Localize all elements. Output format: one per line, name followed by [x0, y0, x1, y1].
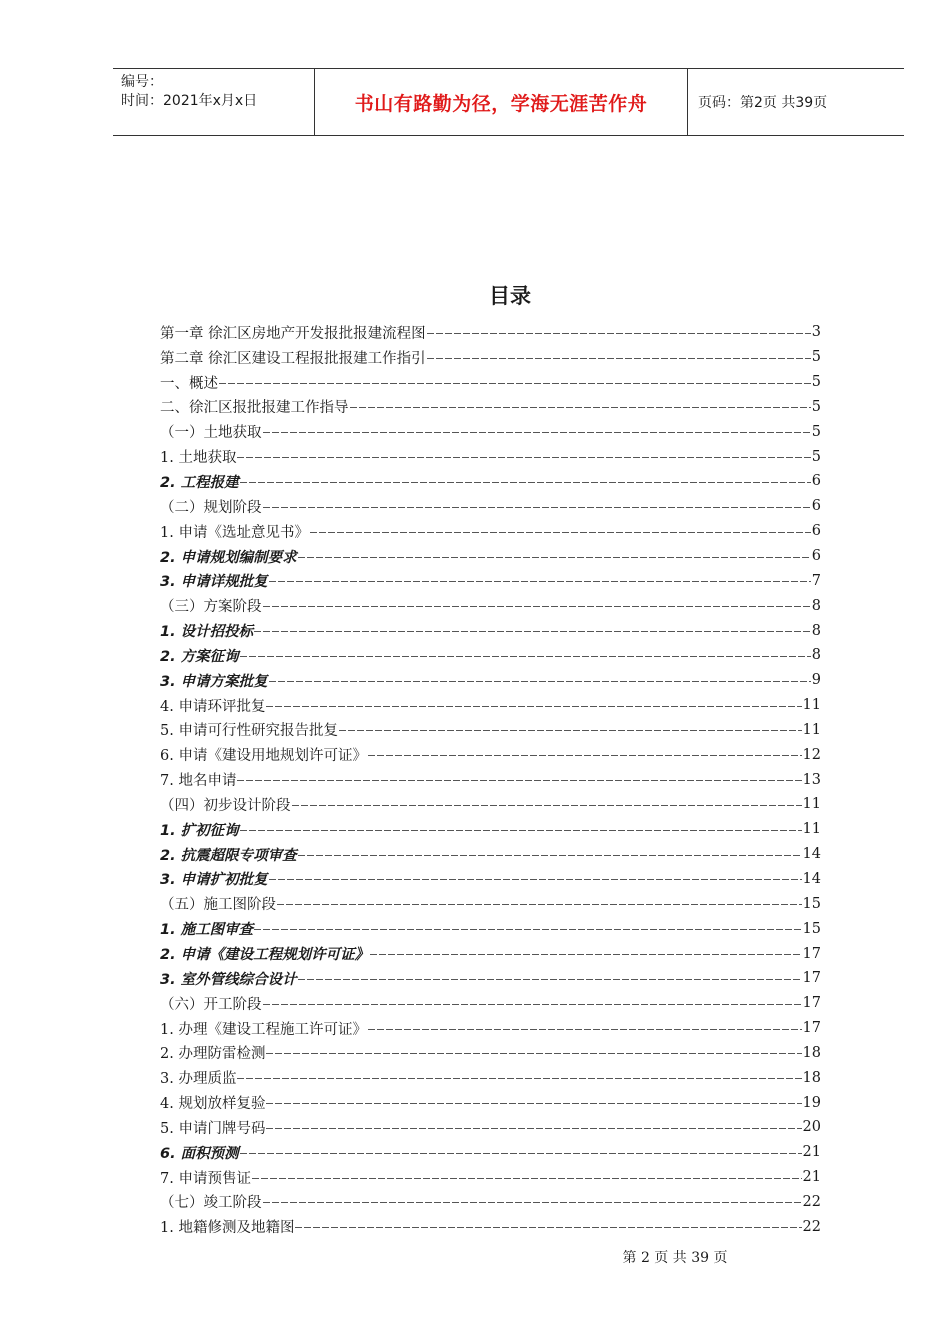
- toc-entry-page: 8: [811, 622, 821, 639]
- toc-entry-page: 21: [802, 1144, 821, 1161]
- toc-entry[interactable]: [160, 867, 821, 892]
- toc-entry-page: 3: [811, 324, 821, 341]
- toc-entry-page: 6: [811, 548, 821, 565]
- toc-entry-title: 3. 申请扩初批复: [160, 872, 268, 889]
- toc-leader-line: [266, 706, 801, 707]
- toc-entry-page: 11: [802, 796, 821, 813]
- toc-entry-page: 9: [811, 672, 821, 689]
- toc-entry[interactable]: [160, 444, 821, 469]
- toc-leader-line: [427, 358, 811, 359]
- toc-leader-line: [237, 1078, 801, 1079]
- toc-leader-line: [237, 457, 810, 458]
- toc-entry-page: 13: [802, 771, 821, 788]
- toc-entry[interactable]: [160, 718, 821, 743]
- toc-entry-title: （四）初步设计阶段: [160, 797, 291, 814]
- toc-leader-line: [368, 755, 802, 756]
- toc-entry-title: （五）施工图阶段: [160, 897, 276, 914]
- toc-entry-title: 5. 申请可行性研究报告批复: [160, 723, 338, 740]
- toc-entry-title: 3. 室外管线综合设计: [160, 971, 297, 988]
- toc-entry-page: 14: [802, 870, 821, 887]
- toc-entry[interactable]: [160, 1090, 821, 1115]
- toc-entry[interactable]: [160, 568, 821, 593]
- toc-entry-title: 一、概述: [160, 375, 218, 392]
- toc-entry[interactable]: [160, 693, 821, 718]
- toc-entry[interactable]: [160, 395, 821, 420]
- toc-entry-title: （二）规划阶段: [160, 499, 262, 516]
- toc-entry[interactable]: [160, 966, 821, 991]
- toc-entry-title: 6. 面积预测: [160, 1145, 239, 1162]
- toc-entry-page: 5: [811, 448, 821, 465]
- toc-entry-page: 17: [802, 995, 821, 1012]
- toc-leader-line: [254, 631, 811, 632]
- toc-entry-title: 1. 设计招投标: [160, 624, 254, 641]
- toc-entry-title: 1. 地籍修测及地籍图: [160, 1220, 295, 1237]
- toc-entry[interactable]: [160, 817, 821, 842]
- document-number-label: 编号：: [121, 74, 163, 90]
- toc-leader-line: [254, 929, 801, 930]
- toc-entry[interactable]: [160, 643, 821, 668]
- toc-entry-page: 6: [811, 498, 821, 515]
- toc-leader-line: [368, 1029, 802, 1030]
- header-motto: 书山有路勤为径，学海无涯苦作舟: [315, 69, 688, 135]
- toc-leader-line: [266, 1053, 801, 1054]
- toc-entry[interactable]: [160, 792, 821, 817]
- toc-entry[interactable]: [160, 668, 821, 693]
- toc-entry[interactable]: [160, 618, 821, 643]
- document-time-label: 时间：2021年x月x日: [121, 93, 258, 109]
- toc-leader-line: [298, 557, 811, 558]
- toc-entry[interactable]: [160, 742, 821, 767]
- toc-entry[interactable]: [160, 1140, 821, 1165]
- toc-leader-line: [263, 1004, 802, 1005]
- toc-leader-line: [266, 1128, 801, 1129]
- toc-entry[interactable]: [160, 1214, 821, 1239]
- toc-entry-title: 第一章 徐汇区房地产开发报批报建流程图: [160, 325, 426, 342]
- toc-leader-line: [252, 1178, 802, 1179]
- toc-leader-line: [269, 681, 811, 682]
- toc-entry-page: 17: [802, 1020, 821, 1037]
- toc-entry-page: 6: [811, 473, 821, 490]
- toc-leader-line: [310, 532, 811, 533]
- toc-entry-page: 11: [802, 697, 821, 714]
- toc-leader-line: [292, 805, 802, 806]
- toc-entry-title: 2. 方案征询: [160, 648, 239, 665]
- toc-entry-page: 15: [802, 920, 821, 937]
- toc-entry-title: 6. 申请《建设用地规划许可证》: [160, 748, 367, 765]
- toc-entry-page: 17: [802, 970, 821, 987]
- toc-entry[interactable]: [160, 991, 821, 1016]
- toc-entry-title: 2. 申请《建设工程规划许可证》: [160, 947, 370, 964]
- toc-leader-line: [240, 1153, 802, 1154]
- toc-entry-title: 1. 土地获取: [160, 450, 237, 467]
- toc-entry-title: 7. 地名申请: [160, 773, 237, 790]
- toc-leader-line: [263, 1202, 802, 1203]
- toc-entry-page: 12: [802, 746, 821, 763]
- toc-entry-page: 17: [802, 945, 821, 962]
- toc-entry-page: 8: [811, 597, 821, 614]
- toc-entry[interactable]: [160, 1165, 821, 1190]
- toc-entry[interactable]: [160, 1040, 821, 1065]
- toc-leader-line: [263, 507, 811, 508]
- toc-leader-line: [240, 482, 811, 483]
- toc-entry-title: 二、徐汇区报批报建工作指导: [160, 400, 349, 417]
- toc-entry[interactable]: [160, 842, 821, 867]
- toc-entry-page: 5: [811, 374, 821, 391]
- toc-entry-title: 4. 申请环评批复: [160, 698, 266, 715]
- toc-entry[interactable]: [160, 593, 821, 618]
- toc-entry-page: 22: [802, 1218, 821, 1235]
- toc-leader-line: [339, 730, 802, 731]
- toc-leader-line: [295, 1227, 801, 1228]
- toc-leader-line: [266, 1103, 801, 1104]
- toc-entry-title: 1. 申请《选址意见书》: [160, 524, 309, 541]
- toc-entry-page: 11: [802, 821, 821, 838]
- toc-entry[interactable]: [160, 1016, 821, 1041]
- toc-leader-line: [269, 581, 811, 582]
- toc-leader-line: [240, 830, 802, 831]
- toc-entry-page: 6: [811, 523, 821, 540]
- toc-entry-page: 19: [802, 1094, 821, 1111]
- toc-entry[interactable]: [160, 320, 821, 345]
- toc-entry-title: 1. 办理《建设工程施工许可证》: [160, 1021, 367, 1038]
- toc-title: 目录: [489, 284, 531, 308]
- toc-entry[interactable]: [160, 1115, 821, 1140]
- toc-entry-title: （七）竣工阶段: [160, 1195, 262, 1212]
- toc-entry-title: 3. 申请详规批复: [160, 574, 268, 591]
- toc-entry-title: 5. 申请门牌号码: [160, 1120, 266, 1137]
- toc-entry-page: 5: [811, 398, 821, 415]
- page-header: [113, 68, 904, 136]
- toc-entry-title: 2. 工程报建: [160, 474, 239, 491]
- toc-entry-page: 15: [802, 895, 821, 912]
- toc-entry-title: 2. 办理防雷检测: [160, 1046, 266, 1063]
- toc-entry[interactable]: [160, 1190, 821, 1215]
- toc-entry[interactable]: [160, 544, 821, 569]
- toc-entry[interactable]: [160, 419, 821, 444]
- toc-entry[interactable]: [160, 469, 821, 494]
- toc-entry[interactable]: [160, 519, 821, 544]
- page-footer: 第 2 页 共 39 页: [622, 1250, 728, 1266]
- toc-entry-title: 4. 规划放样复验: [160, 1096, 266, 1113]
- toc-entry-title: 第二章 徐汇区建设工程报批报建工作指引: [160, 350, 426, 367]
- toc-leader-line: [277, 904, 802, 905]
- toc-entry[interactable]: [160, 1065, 821, 1090]
- toc-leader-line: [263, 432, 811, 433]
- toc-entry-title: （一）土地获取: [160, 425, 262, 442]
- toc-entry[interactable]: [160, 891, 821, 916]
- toc-entry-page: 21: [802, 1169, 821, 1186]
- toc-leader-line: [370, 954, 801, 955]
- toc-entry-page: 18: [802, 1044, 821, 1061]
- toc-entry-page: 20: [802, 1119, 821, 1136]
- toc-entry-title: 1. 扩初征询: [160, 822, 239, 839]
- toc-leader-line: [298, 979, 802, 980]
- toc-entry-title: 3. 办理质监: [160, 1071, 237, 1088]
- header-page-info: 页码：第2页 共39页: [698, 95, 828, 111]
- toc-entry[interactable]: [160, 345, 821, 370]
- toc-entry-page: 8: [811, 647, 821, 664]
- toc-leader-line: [350, 407, 811, 408]
- toc-leader-line: [269, 879, 802, 880]
- toc-entry[interactable]: [160, 494, 821, 519]
- toc-entry-page: 5: [811, 349, 821, 366]
- toc-leader-line: [427, 333, 811, 334]
- toc-entry-page: 14: [802, 846, 821, 863]
- toc-leader-line: [263, 606, 811, 607]
- toc-entry-page: 7: [811, 572, 821, 589]
- toc-entry-title: （六）开工阶段: [160, 996, 262, 1013]
- toc-entry[interactable]: [160, 370, 821, 395]
- toc-entry-title: 7. 申请预售证: [160, 1170, 251, 1187]
- toc-leader-line: [237, 780, 801, 781]
- toc-entry-title: 2. 申请规划编制要求: [160, 549, 297, 566]
- toc-entry-title: 3. 申请方案批复: [160, 673, 268, 690]
- table-of-contents: [160, 320, 821, 1239]
- toc-entry[interactable]: [160, 916, 821, 941]
- toc-entry-page: 18: [802, 1069, 821, 1086]
- toc-entry-title: （三）方案阶段: [160, 599, 262, 616]
- header-meta-cell: [113, 69, 315, 135]
- toc-leader-line: [240, 656, 811, 657]
- toc-entry[interactable]: [160, 941, 821, 966]
- toc-entry-page: 11: [802, 721, 821, 738]
- toc-leader-line: [219, 383, 811, 384]
- toc-entry-title: 1. 施工图审查: [160, 922, 254, 939]
- toc-entry-page: 5: [811, 423, 821, 440]
- toc-entry-page: 22: [802, 1193, 821, 1210]
- toc-entry[interactable]: [160, 767, 821, 792]
- toc-entry-title: 2. 抗震超限专项审查: [160, 847, 297, 864]
- toc-leader-line: [298, 855, 802, 856]
